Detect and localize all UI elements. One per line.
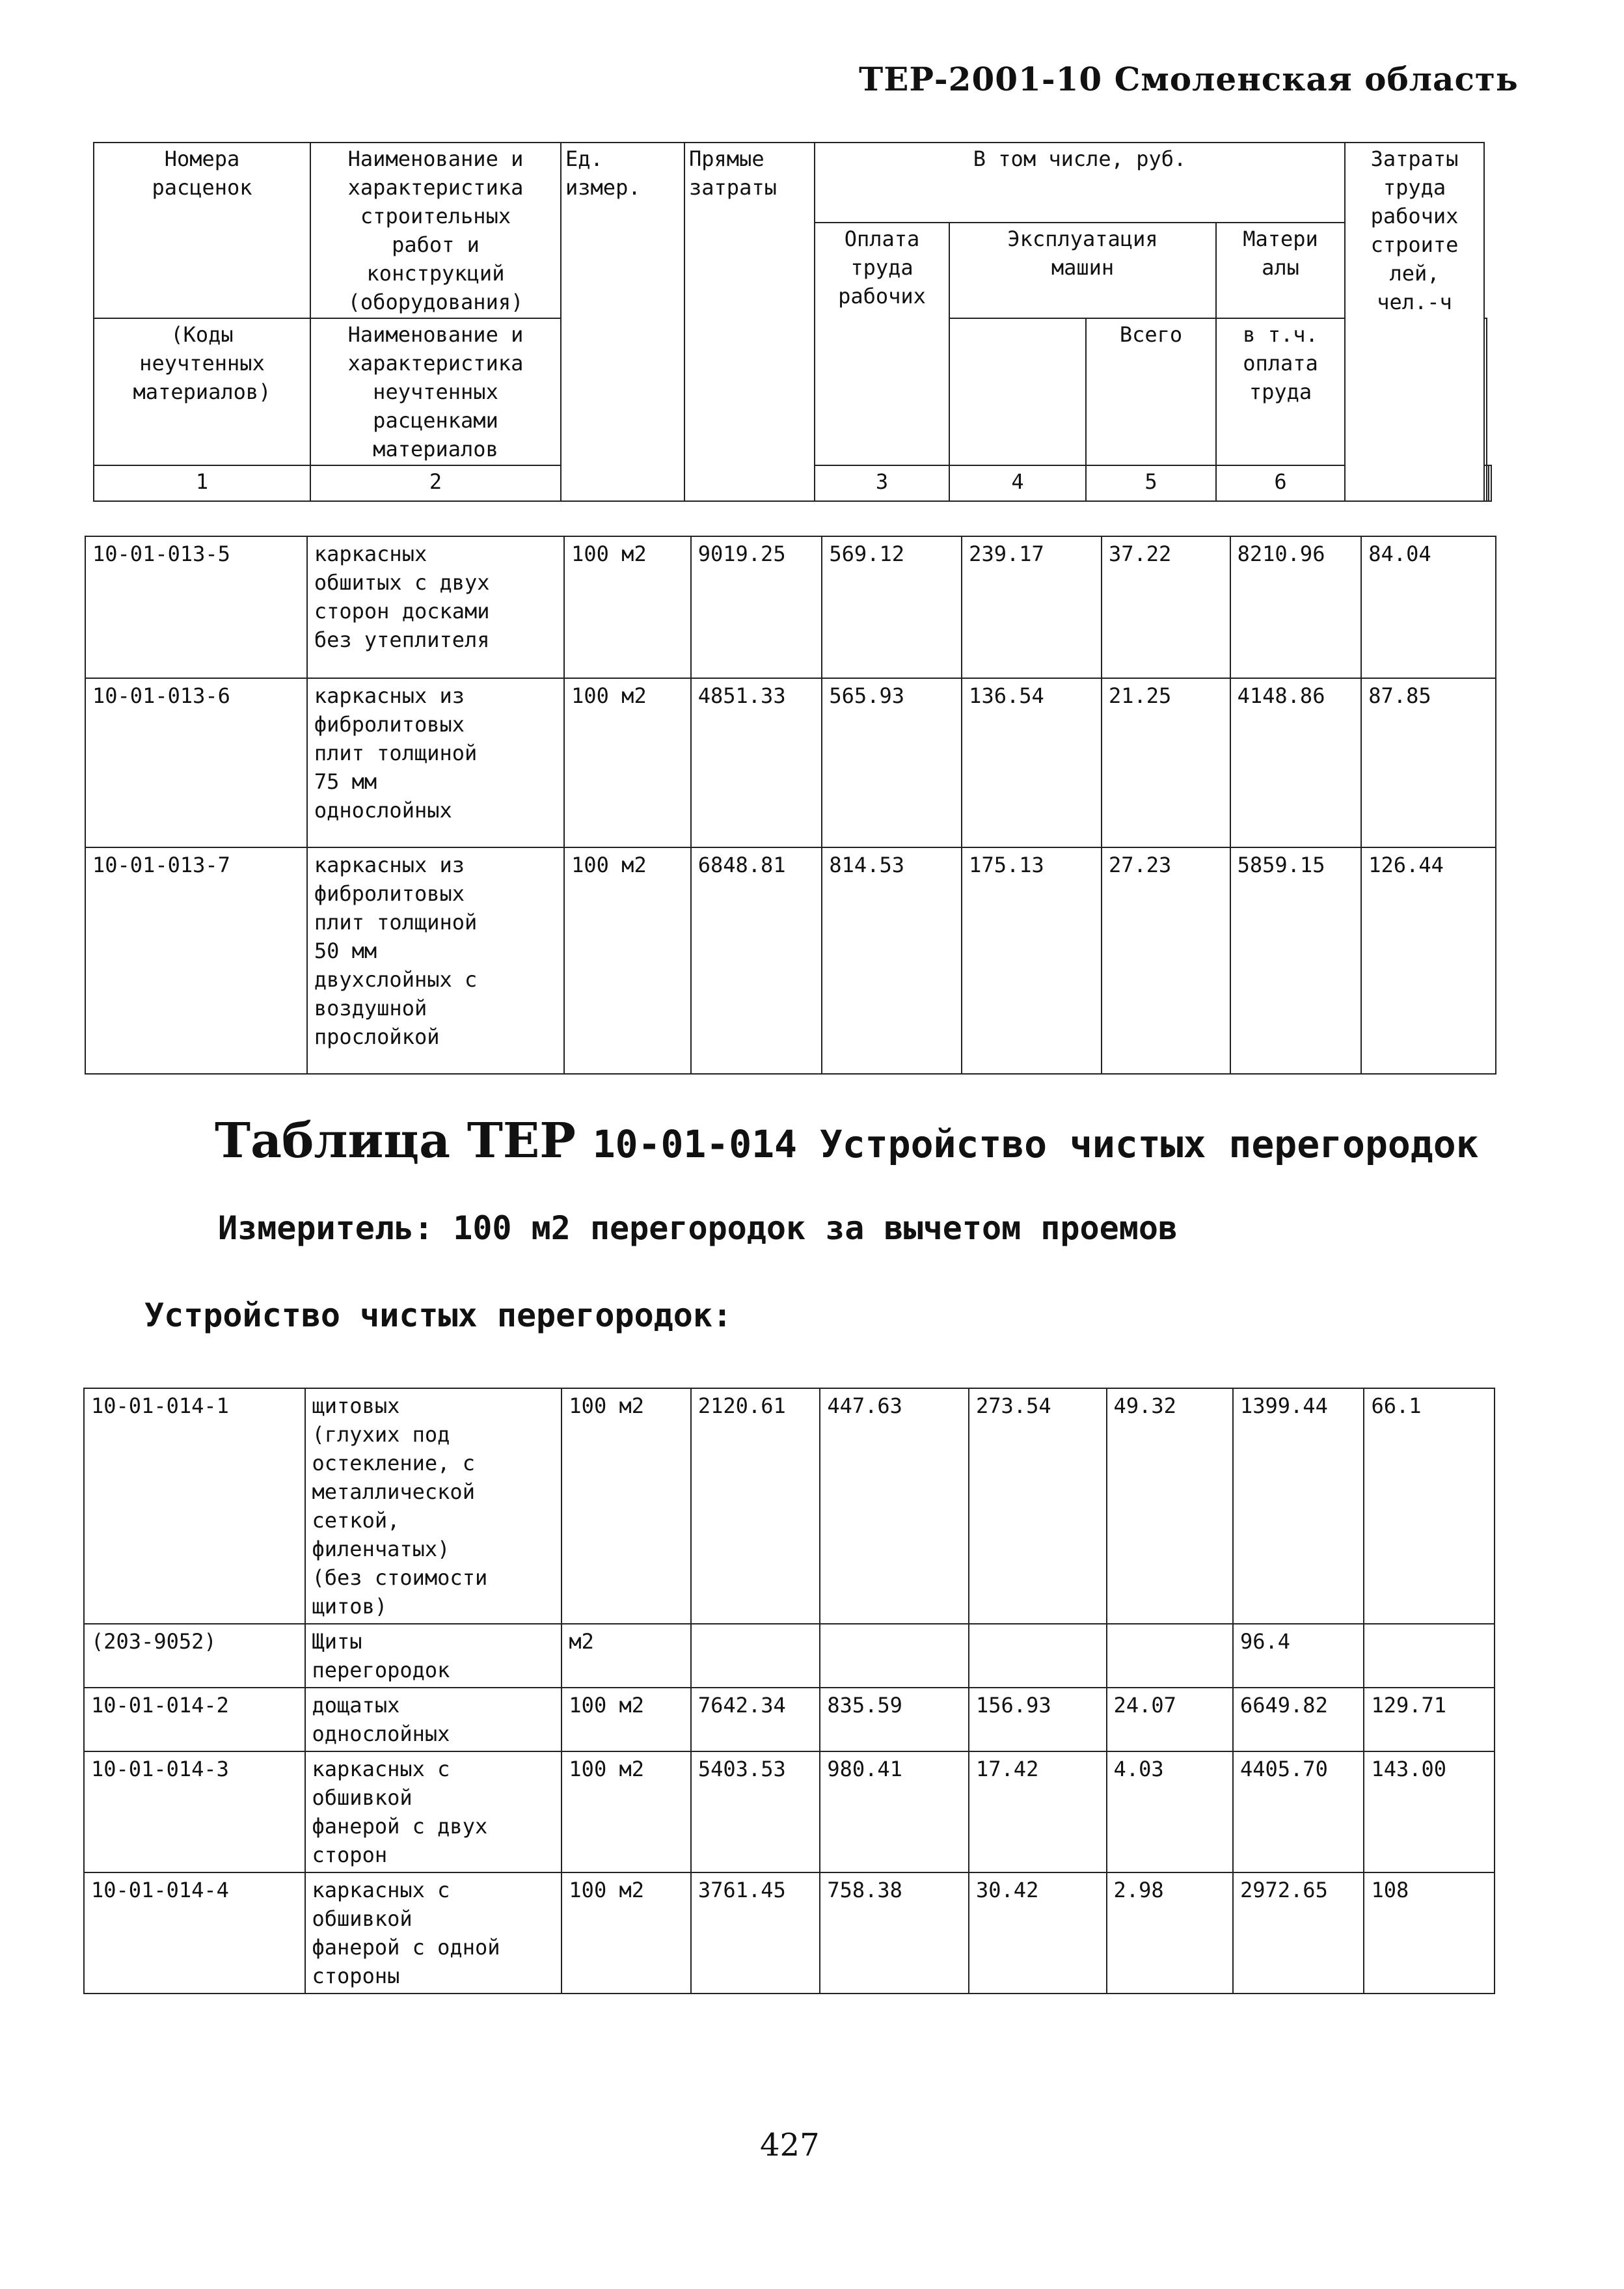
rate-code: 10-01-013-5: [85, 536, 307, 678]
unit: 100 м2: [564, 536, 691, 678]
table-row: [84, 1624, 1495, 1688]
header-num: [1489, 465, 1491, 501]
machines-total: [969, 1624, 1107, 1688]
header-num: 6: [1216, 465, 1345, 501]
labor-hours: 143.00: [1364, 1751, 1495, 1872]
header-c6: Всего: [1086, 318, 1216, 465]
rate-code: 10-01-014-4: [84, 1872, 305, 1994]
table-row: [85, 678, 1496, 847]
machines-labor: 37.22: [1102, 536, 1230, 678]
direct-costs: 5403.53: [691, 1751, 820, 1872]
header-c1-bottom: (Коды неучтенных материалов): [94, 318, 310, 465]
section-title: Устройство чистых перегородок:: [144, 1296, 733, 1334]
labor-pay: 569.12: [822, 536, 962, 678]
header-num: 1: [94, 465, 310, 501]
direct-costs: 9019.25: [691, 536, 822, 678]
header-num: 4: [949, 465, 1086, 501]
header-c2-bottom: Наименование и характеристика неучтенных расценками материалов: [310, 318, 561, 465]
materials: 4405.70: [1233, 1751, 1364, 1872]
work-name: дощатых однослойных: [305, 1688, 562, 1751]
direct-costs: 7642.34: [691, 1688, 820, 1751]
machines-labor: [1107, 1624, 1233, 1688]
materials: 4148.86: [1230, 678, 1362, 847]
machines-total: 30.42: [969, 1872, 1107, 1994]
work-name: каркасных из фибролитовых плит толщиной 50 мм двухслойных с воздушной прослойкой: [307, 847, 564, 1074]
header-c1-top: Номера расценок: [94, 143, 310, 318]
rate-code: 10-01-014-3: [84, 1751, 305, 1872]
machines-labor: 24.07: [1107, 1688, 1233, 1751]
labor-pay: 758.38: [820, 1872, 969, 1994]
labor-hours: 126.44: [1361, 847, 1496, 1074]
machines-total: 17.42: [969, 1751, 1107, 1872]
header-c3: Ед. измер.: [561, 143, 684, 501]
header-c7: в т.ч. оплата труда: [1216, 318, 1345, 465]
work-name: каркасных из фибролитовых плит толщиной 75 мм однослойных: [307, 678, 564, 847]
rates-table-013: [85, 536, 1496, 1075]
direct-costs: [691, 1624, 820, 1688]
labor-pay: [820, 1624, 969, 1688]
unit: 100 м2: [562, 1688, 690, 1751]
rate-code: 10-01-014-2: [84, 1688, 305, 1751]
machines-total: 273.54: [969, 1388, 1107, 1624]
labor-hours: 108: [1364, 1872, 1495, 1994]
unit: 100 м2: [564, 678, 691, 847]
labor-pay: 835.59: [820, 1688, 969, 1751]
materials: 5859.15: [1230, 847, 1362, 1074]
direct-costs: 3761.45: [691, 1872, 820, 1994]
machines-labor: 49.32: [1107, 1388, 1233, 1624]
direct-costs: 6848.81: [691, 847, 822, 1074]
header-c4: Прямые затраты: [684, 143, 815, 501]
header-group: В том числе, руб.: [815, 143, 1345, 223]
rates-table-014: [83, 1388, 1495, 1994]
header-machines-group: Эксплуатация машин: [949, 223, 1216, 318]
header-c5-cont: [949, 318, 1086, 465]
work-name: каркасных обшитых с двух сторон досками без утеплителя: [307, 536, 564, 678]
table-row: [85, 536, 1496, 678]
machines-labor: 2.98: [1107, 1872, 1233, 1994]
machines-total: 239.17: [962, 536, 1102, 678]
machines-total: 156.93: [969, 1688, 1107, 1751]
machines-labor: 21.25: [1102, 678, 1230, 847]
table-row: [84, 1872, 1495, 1994]
header-c5: Оплата труда рабочих: [815, 223, 949, 465]
table-title: [215, 1113, 1479, 1170]
materials: 8210.96: [1230, 536, 1362, 678]
work-name: щитовых (глухих под остекление, с металлической сеткой, филенчатых) (без стоимости щитов): [305, 1388, 562, 1624]
rate-code: 10-01-013-6: [85, 678, 307, 847]
labor-pay: 447.63: [820, 1388, 969, 1624]
unit: 100 м2: [562, 1751, 690, 1872]
header-c2-top: Наименование и характеристика строительных работ и конструкций (оборудования): [310, 143, 561, 318]
page-number: 427: [760, 2127, 820, 2163]
header-c9: Затраты труда рабочих строите лей, чел.-ч: [1345, 143, 1484, 501]
table-title-prefix: Таблица ТЕР: [215, 1113, 593, 1169]
materials: 1399.44: [1233, 1388, 1364, 1624]
page-header-title: ТЕР-2001-10 Смоленская область: [859, 60, 1519, 98]
labor-hours: 129.71: [1364, 1688, 1495, 1751]
materials: 2972.65: [1233, 1872, 1364, 1994]
header-c8-bottom: [1484, 318, 1487, 465]
work-name: каркасных с обшивкой фанерой с двух сторон: [305, 1751, 562, 1872]
header-c8-top: Матери алы: [1216, 223, 1345, 318]
labor-hours: 84.04: [1361, 536, 1496, 678]
labor-hours: 87.85: [1361, 678, 1496, 847]
table-row: [84, 1388, 1495, 1624]
column-header-table: [93, 142, 1492, 502]
unit: м2: [562, 1624, 690, 1688]
work-name: каркасных с обшивкой фанерой с одной стороны: [305, 1872, 562, 1994]
direct-costs: 2120.61: [691, 1388, 820, 1624]
header-num: 3: [815, 465, 949, 501]
measure-unit: Измеритель: 100 м2 перегородок за вычетом проемов: [218, 1209, 1178, 1247]
labor-pay: 814.53: [822, 847, 962, 1074]
labor-pay: 980.41: [820, 1751, 969, 1872]
table-row: [84, 1688, 1495, 1751]
table-row: [84, 1751, 1495, 1872]
rate-code: 10-01-013-7: [85, 847, 307, 1074]
labor-hours: [1364, 1624, 1495, 1688]
unit: 100 м2: [562, 1872, 690, 1994]
machines-total: 175.13: [962, 847, 1102, 1074]
labor-hours: 66.1: [1364, 1388, 1495, 1624]
table-row: [85, 847, 1496, 1074]
machines-labor: 27.23: [1102, 847, 1230, 1074]
unit: 100 м2: [562, 1388, 690, 1624]
unit: 100 м2: [564, 847, 691, 1074]
material-code: (203-9052): [84, 1624, 305, 1688]
header-num: 2: [310, 465, 561, 501]
table-title-code: 10-01-014 Устройство чистых перегородок: [592, 1122, 1479, 1166]
direct-costs: 4851.33: [691, 678, 822, 847]
materials-consumption: 96.4: [1233, 1624, 1364, 1688]
labor-pay: 565.93: [822, 678, 962, 847]
material-name: Щиты перегородок: [305, 1624, 562, 1688]
machines-total: 136.54: [962, 678, 1102, 847]
machines-labor: 4.03: [1107, 1751, 1233, 1872]
rate-code: 10-01-014-1: [84, 1388, 305, 1624]
header-num: 5: [1086, 465, 1216, 501]
materials: 6649.82: [1233, 1688, 1364, 1751]
